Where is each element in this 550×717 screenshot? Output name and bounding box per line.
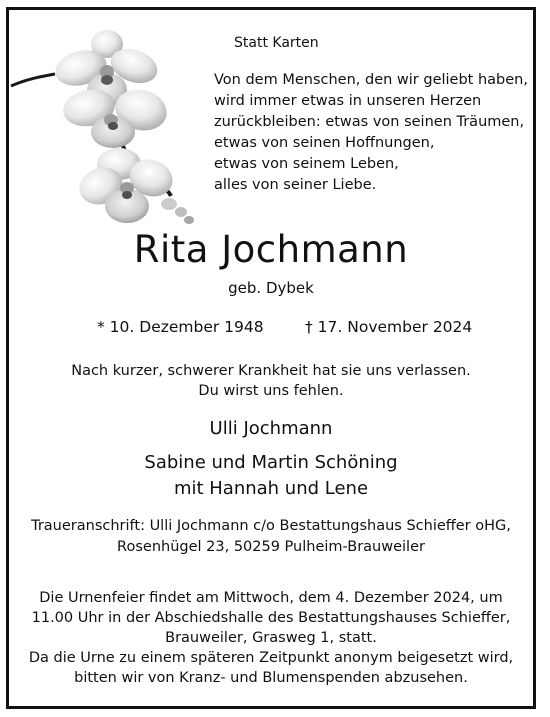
funeral-line: bitten wir von Kranz- und Blumenspenden abzusehen. [74, 670, 468, 686]
funeral-line: Brauweiler, Grasweg 1, statt. [165, 630, 377, 646]
address-line: Rosenhügel 23, 50259 Pulheim-Brauweiler [117, 539, 425, 555]
birth-name: geb. Dybek [228, 279, 314, 297]
funeral-details [9, 588, 533, 688]
poem-line: wird immer etwas in unseren Herzen [214, 93, 482, 109]
poem-line: alles von seiner Liebe. [214, 177, 377, 193]
memorial-poem [214, 70, 528, 196]
statt-karten-label: Statt Karten [234, 35, 319, 51]
orchid-icon [9, 28, 214, 228]
address-line: Traueranschrift: Ulli Jochmann c/o Bestattungshaus Schieffer oHG, [31, 518, 511, 534]
poem-line: etwas von seinem Leben, [214, 156, 399, 172]
mourner-name: mit Hannah und Lene [173, 478, 369, 499]
mourner-name: Ulli Jochmann [209, 418, 333, 439]
mourners-list [9, 416, 533, 502]
spacer [9, 442, 533, 450]
obituary-frame [6, 7, 536, 709]
funeral-line: Die Urnenfeier findet am Mittwoch, dem 4. Dezember 2024, um [39, 590, 503, 606]
condolence-address [9, 516, 533, 558]
farewell-message [9, 361, 533, 401]
poem-line: zurückbleiben: etwas von seinen Träumen, [214, 114, 525, 130]
poem-line: etwas von seinen Hoffnungen, [214, 135, 435, 151]
funeral-line: 11.00 Uhr in der Abschiedshalle des Bestattungshauses Schieffer, [31, 610, 511, 626]
death-date: † 17. November 2024 [305, 318, 473, 336]
message-line: Nach kurzer, schwerer Krankheit hat sie uns verlassen. [71, 363, 471, 379]
deceased-name: Rita Jochmann [133, 228, 409, 271]
mourner-name: Sabine und Martin Schöning [144, 452, 398, 473]
funeral-line: Da die Urne zu einem späteren Zeitpunkt anonym beigesetzt wird, [28, 650, 514, 666]
message-line: Du wirst uns fehlen. [198, 383, 344, 399]
birth-date: * 10. Dezember 1948 [97, 318, 264, 336]
poem-line: Von dem Menschen, den wir geliebt haben, [214, 72, 528, 88]
